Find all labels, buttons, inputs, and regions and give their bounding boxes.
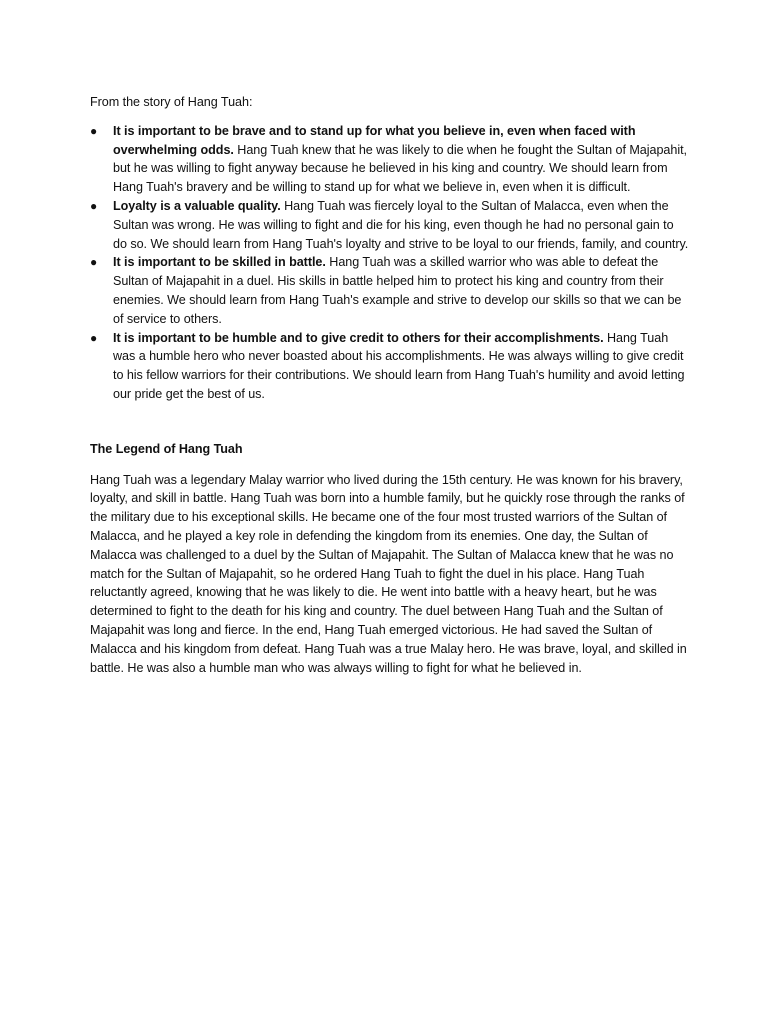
lesson-text: Hang Tuah was fiercely loyal to the Sultan of Malacca, even when the Sultan was wrong. He was willing to fight and die for his king, even though he had no personal gain to do so. We should learn from Hang Tuah's loyalty and strive to be loyal to our friends, family, and country. — [113, 198, 689, 251]
lesson-text: Hang Tuah was a humble hero who never boasted about his accomplishments. He was always willing to give credit to his fellow warriors for their contributions. We should learn from Hang Tuah's humility and avoid letting our pride get the best of us. — [113, 330, 685, 401]
lesson-lead: It is important to be brave and to stand up for what you believe in, even when faced with overwhelming odds. — [113, 123, 636, 157]
lesson-text: Hang Tuah was a skilled warrior who was able to defeat the Sultan of Majapahit in a duel. His skills in battle helped him to protect his king and country from their enemies. We should learn from Hang Tuah's example and strive to develop our skills so that we can be of service to others. — [113, 255, 682, 326]
lesson-lead: It is important to be humble and to give credit to others for their accomplishments. — [113, 330, 604, 345]
list-item — [90, 253, 690, 328]
document-page — [90, 93, 690, 677]
bullet-icon: ● — [90, 330, 98, 345]
list-item — [90, 122, 690, 197]
section-heading: The Legend of Hang Tuah — [90, 441, 243, 456]
bullet-icon: ● — [90, 255, 98, 270]
lesson-text: Hang Tuah knew that he was likely to die when he fought the Sultan of Majapahit, but he was willing to fight anyway because he believed in his king and country. We should learn from Hang Tuah's bravery and be willing to stand up for what we believe in, even when it is difficult. — [113, 142, 687, 195]
lessons-list — [90, 122, 690, 404]
lesson-lead: Loyalty is a valuable quality. — [113, 198, 281, 213]
section-body: Hang Tuah was a legendary Malay warrior who lived during the 15th century. He was known for his bravery, loyalty, and skill in battle. Hang Tuah was born into a humble family, but he quickly rose through the ranks of the military due to his exceptional skills. He became one of the four most trusted warriors of the Sultan of Malacca, and he played a key role in defending the kingdom from its enemies. One day, the Sultan of Malacca was challenged to a duel by the Sultan of Majapahit. The Sultan of Malacca knew that he was no match for the Sultan of Majapahit, so he ordered Hang Tuah to fight the duel in his place. Hang Tuah reluctantly agreed, knowing that he was likely to die. He went into battle with a heavy heart, but he was determined to fight to the death for his king and country. The duel between Hang Tuah and the Sultan of Majapahit was long and fierce. In the end, Hang Tuah emerged victorious. He had saved the Sultan of Malacca and his kingdom from defeat. Hang Tuah was a true Malay hero. He was brave, loyal, and skilled in battle. He was also a humble man who was always willing to fight for what he believed in. — [90, 472, 687, 675]
bullet-icon: ● — [90, 198, 98, 213]
lesson-lead: It is important to be skilled in battle. — [113, 255, 326, 270]
bullet-icon: ● — [90, 123, 98, 138]
intro-text: From the story of Hang Tuah: — [90, 95, 253, 109]
list-item — [90, 329, 690, 404]
list-item — [90, 197, 690, 253]
